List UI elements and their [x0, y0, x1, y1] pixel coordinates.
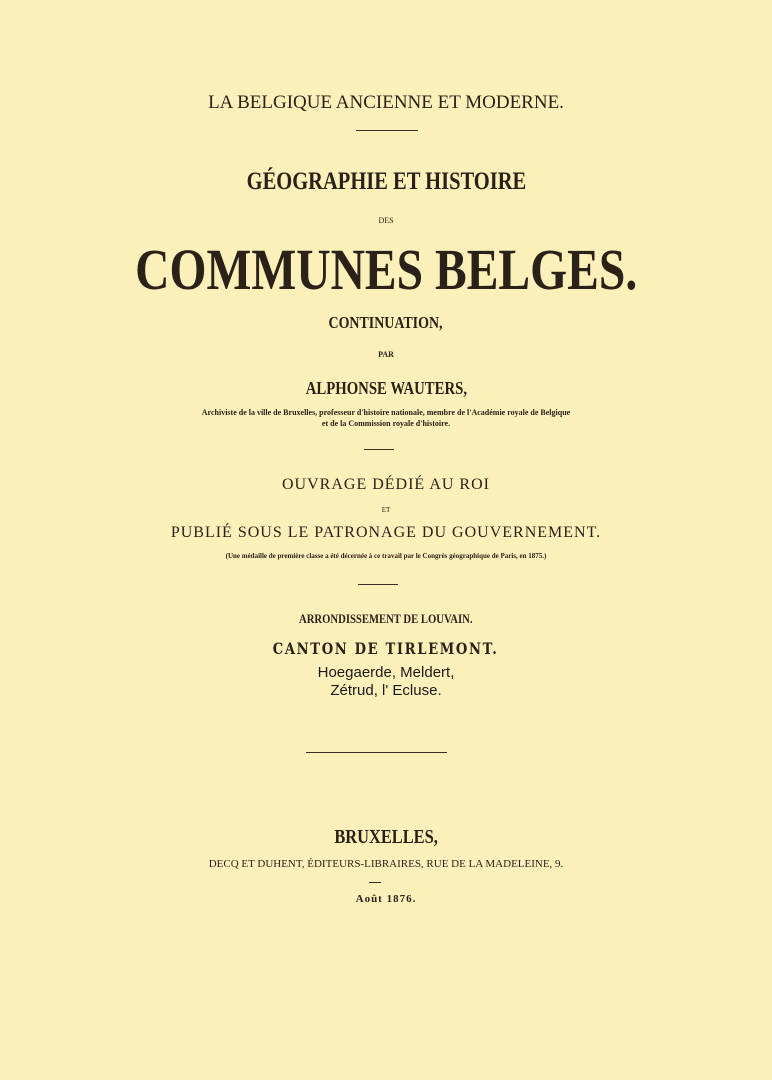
divider	[356, 130, 418, 131]
series-title: LA BELGIQUE ANCIENNE ET MODERNE.	[208, 92, 564, 113]
patronage: PUBLIÉ SOUS LE PATRONAGE DU GOUVERNEMENT.	[170, 524, 602, 541]
par-label: PAR	[378, 350, 394, 359]
city: BRUXELLES,	[334, 826, 438, 848]
canton: CANTON DE TIRLEMONT.	[273, 639, 499, 658]
ornament-divider	[306, 752, 447, 753]
medal-note: (Une médaille de première classe a été décernée à ce travail par le Congrès géographique de Paris, en 1875.)	[225, 552, 547, 560]
subtitle: GÉOGRAPHIE ET HISTOIRE	[246, 168, 526, 195]
author-role-2: et de la Commission royale d'histoire.	[321, 419, 451, 428]
main-title: COMMUNES BELGES.	[134, 237, 638, 302]
divider	[364, 449, 394, 450]
continuation: CONTINUATION,	[328, 313, 443, 332]
communes-line-1: Hoegaerde, Meldert,	[317, 664, 455, 681]
des-label: DES	[378, 216, 394, 225]
date: Août 1876.	[355, 893, 417, 905]
et-label: ET	[381, 506, 391, 514]
arrondissement: ARRONDISSEMENT DE LOUVAIN.	[299, 611, 473, 626]
author-role-1: Archiviste de la ville de Bruxelles, professeur d'histoire nationale, membre de l'Académie royale de Belgique	[201, 408, 571, 417]
dedication: OUVRAGE DÉDIÉ AU ROI	[282, 476, 490, 493]
author-name: ALPHONSE WAUTERS,	[305, 378, 467, 398]
divider	[369, 882, 381, 883]
ornament-divider	[358, 584, 398, 585]
publisher: DECQ ET DUHENT, ÉDITEURS-LIBRAIRES, RUE DE LA MADELEINE, 9.	[208, 858, 564, 870]
communes-line-2: Zétrud, l' Ecluse.	[330, 682, 442, 699]
